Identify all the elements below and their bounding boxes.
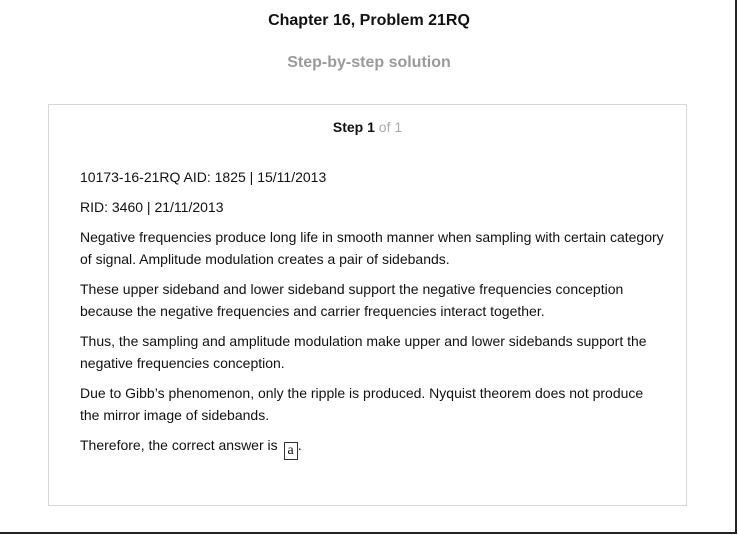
step-number: 1: [367, 119, 375, 135]
step-paragraph: 10173-16-21RQ AID: 1825 | 15/11/2013: [80, 169, 327, 185]
answer-suffix: .: [297, 437, 302, 453]
step-label: Step: [332, 119, 364, 135]
step-card: [48, 104, 687, 506]
solution-subtitle: Step-by-step solution: [287, 54, 451, 71]
step-body: [80, 166, 665, 468]
answer-box: a: [284, 442, 298, 460]
answer-line: [80, 434, 665, 460]
step-paragraph: Due to Gibb’s phenomenon, only the ripple is produced. Nyquist theorem does not produce the mirror image of sidebands.: [80, 385, 644, 423]
step-paragraph: Thus, the sampling and amplitude modulation make upper and lower sidebands support the negative frequencies conception.: [80, 333, 647, 371]
step-paragraph: These upper sideband and lower sideband support the negative frequencies conception because the negative frequencies and carrier frequencies interact together.: [80, 281, 624, 319]
step-paragraph: RID: 3460 | 21/11/2013: [80, 199, 224, 215]
step-header: [49, 119, 686, 135]
step-total: of 1: [378, 119, 403, 135]
step-paragraph: Negative frequencies produce long life in smooth manner when sampling with certain category of signal. Amplitude modulation creates a pair of sidebands.: [80, 229, 664, 267]
chapter-title: Chapter 16, Problem 21RQ: [268, 12, 470, 29]
answer-prefix: Therefore, the correct answer is: [80, 437, 278, 453]
